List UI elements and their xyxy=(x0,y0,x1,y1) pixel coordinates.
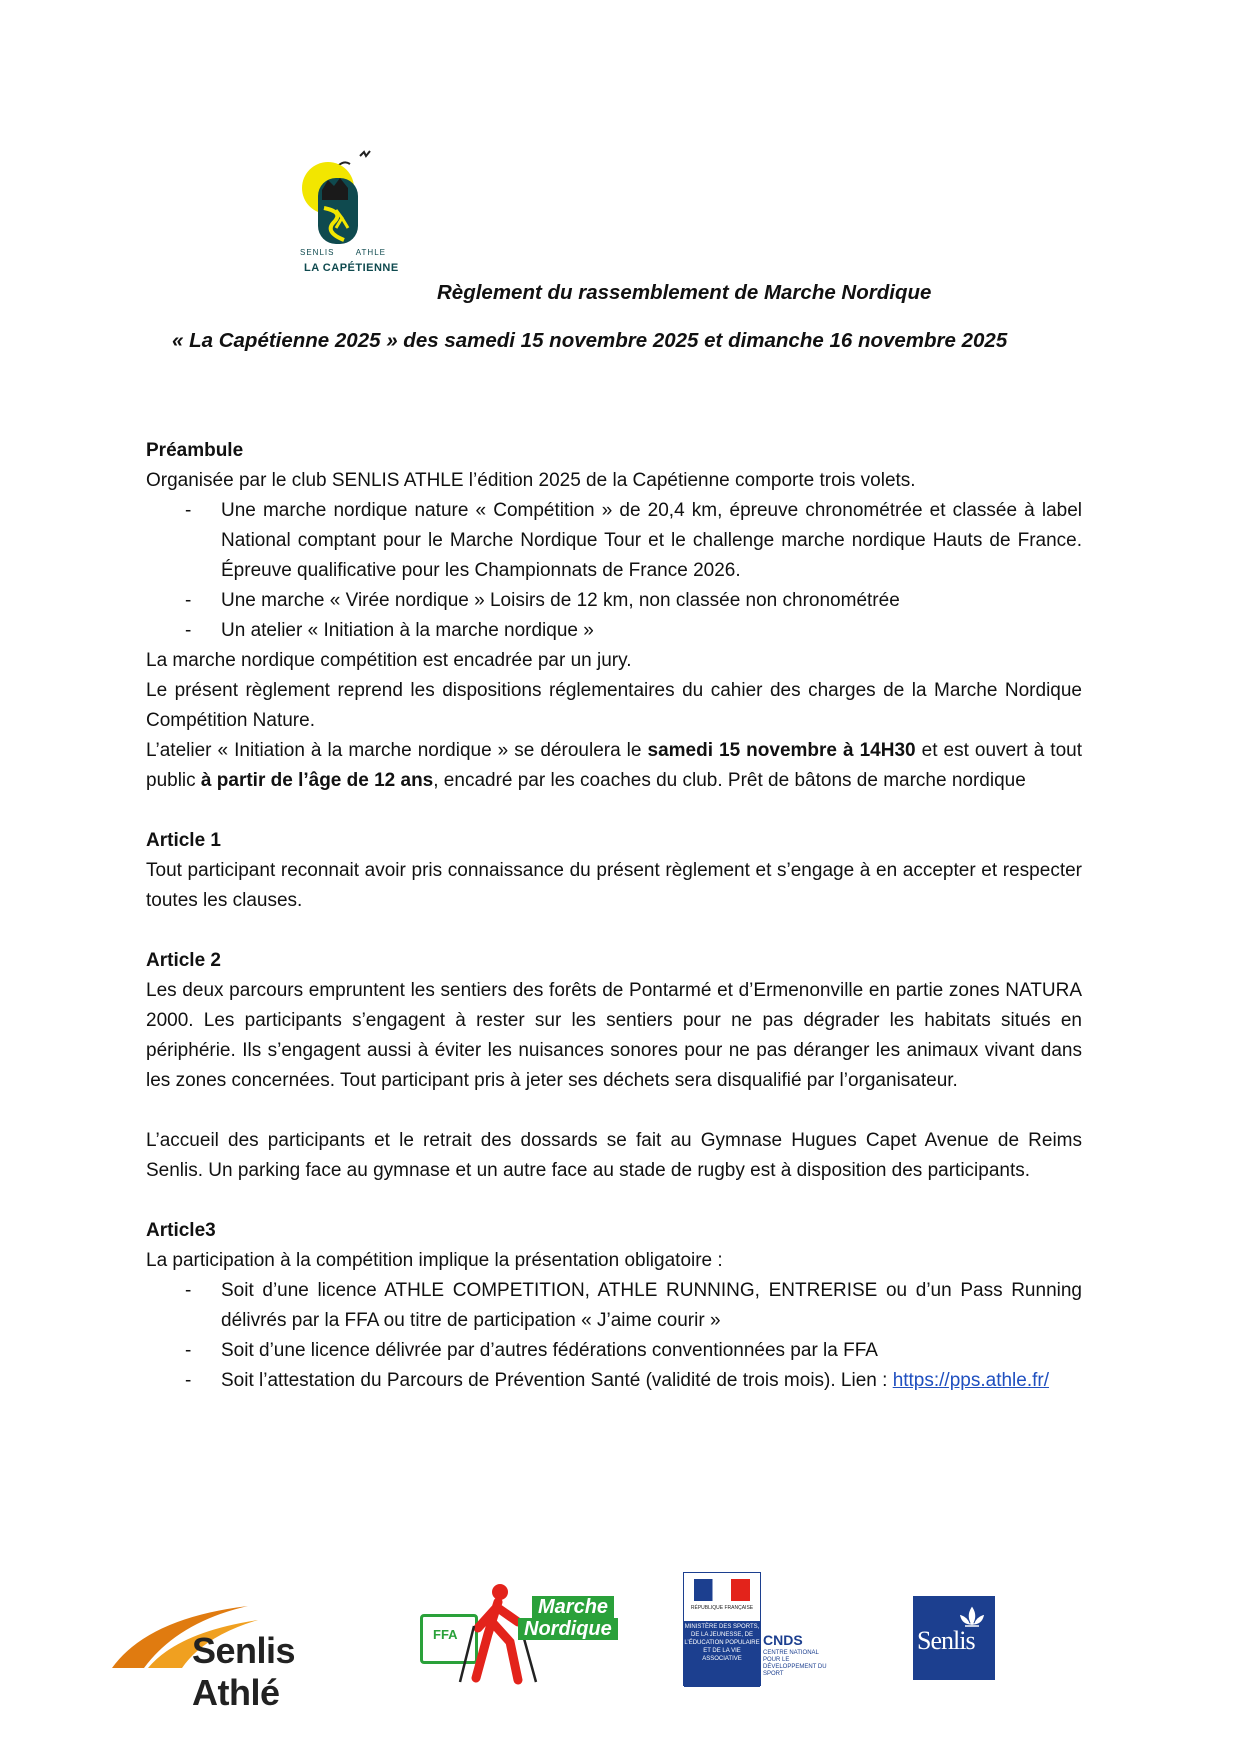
article1-text: Tout participant reconnait avoir pris connaissance du présent règlement et s’engage à en accepter et respecter toutes les clauses. xyxy=(146,860,1082,911)
preambule-bullet-list xyxy=(146,496,1082,646)
ministere-badge xyxy=(683,1572,761,1686)
dash-bullet: - xyxy=(185,1340,192,1361)
atelier-date: samedi 15 novembre à 14H30 xyxy=(647,740,916,761)
capetienne-logo-graphic xyxy=(300,150,410,250)
atelier-text-2: et est ouvert à tout public xyxy=(146,740,1082,791)
dash-bullet: - xyxy=(185,620,192,641)
logo-athle-text: ATHLE xyxy=(355,248,386,257)
cnds-text: CNDS xyxy=(763,1632,803,1648)
cnds-logo xyxy=(683,1572,843,1686)
senlis-city-logo xyxy=(913,1596,995,1680)
bullet-text: Un atelier « Initiation à la marche nordique » xyxy=(221,620,594,641)
senlis-text: Senlis xyxy=(917,1626,975,1655)
dash-bullet: - xyxy=(185,1280,192,1301)
ministere-text: MINISTÈRE DES SPORTS, DE LA JEUNESSE, DE L’ÉDUCATION POPULAIRE ET DE LA VIE ASSOCIATIVE xyxy=(684,1621,760,1687)
preambule-intro: Organisée par le club SENLIS ATHLE l’édition 2025 de la Capétienne comporte trois volets. xyxy=(146,470,916,491)
document-title: Règlement du rassemblement de Marche Nordique xyxy=(437,281,932,304)
jury-paragraph: La marche nordique compétition est encadrée par un jury. xyxy=(146,650,632,671)
republique-text: RÉPUBLIQUE FRANÇAISE xyxy=(690,1605,754,1611)
article3-intro: La participation à la compétition implique la présentation obligatoire : xyxy=(146,1250,723,1271)
article1-heading: Article 1 xyxy=(146,830,221,851)
document-body xyxy=(146,436,1082,1396)
flag-icon xyxy=(694,1579,750,1601)
atelier-paragraph xyxy=(146,736,1082,796)
list-item xyxy=(185,1276,1082,1336)
article2-text-2: L’accueil des participants et le retrait des dossards se fait au Gymnase Hugues Capet Avenue de Reims Senlis. Un parking face au gymnase et un autre face au stade de rugby est à disposition des participants. xyxy=(146,1130,1082,1181)
nordique-text: Nordique xyxy=(518,1618,618,1640)
atelier-text-1: L’atelier « Initiation à la marche nordique » se déroulera le xyxy=(146,740,648,761)
cnds-subtitle: CENTRE NATIONAL POUR LE DÉVELOPPEMENT DU SPORT xyxy=(763,1650,827,1677)
bullet-text: Une marche « Virée nordique » Loisirs de 12 km, non classée non chronométrée xyxy=(221,590,900,611)
article3-heading: Article3 xyxy=(146,1220,216,1241)
pps-link[interactable]: https://pps.athle.fr/ xyxy=(892,1370,1049,1391)
logo-senlis-text: SENLIS xyxy=(300,248,335,257)
dash-bullet: - xyxy=(185,590,192,611)
senlis-athle-text: Senlis Athlé xyxy=(192,1630,296,1713)
list-item xyxy=(185,496,1082,586)
atelier-text-3: , encadré par les coaches du club. Prêt de bâtons de marche nordique xyxy=(433,770,1026,791)
article2-text-1: Les deux parcours empruntent les sentiers des forêts de Pontarmé et d’Ermenonville en partie zones NATURA 2000. Les participants s’engagent à rester sur les sentiers pour ne pas dégrader les habitats situés en périphérie. Ils s’engagent aussi à éviter les nuisances sonores pour ne pas déranger les animaux vivant dans les zones concernées. Tout participant pris à jeter ses déchets sera disqualifié par l’organisateur. xyxy=(146,980,1082,1091)
logo-capetienne-text: LA CAPÉTIENNE xyxy=(304,262,399,274)
document-subtitle: « La Capétienne 2025 » des samedi 15 novembre 2025 et dimanche 16 novembre 2025 xyxy=(172,329,1008,352)
capetienne-logo xyxy=(300,150,410,280)
article2-heading: Article 2 xyxy=(146,950,221,971)
list-item xyxy=(185,586,1082,616)
list-item xyxy=(185,616,1082,646)
article3-bullet-list xyxy=(146,1276,1082,1396)
dash-bullet: - xyxy=(185,1370,192,1391)
list-item xyxy=(185,1336,1082,1366)
bullet-text: Soit d’une licence ATHLE COMPETITION, ATHLE RUNNING, ENTRERISE ou d’un Pass Running délivrés par la FFA ou titre de participation « J’aime courir » xyxy=(221,1280,1082,1331)
bullet-text: Soit l’attestation du Parcours de Prévention Santé (validité de trois mois). Lien : xyxy=(221,1370,893,1391)
reglement-paragraph: Le présent règlement reprend les dispositions réglementaires du cahier des charges de la Marche Nordique Compétition Nature. xyxy=(146,680,1082,731)
ffa-text: FFA xyxy=(433,1627,458,1642)
bullet-text: Une marche nordique nature « Compétition » de 20,4 km, épreuve chronométrée et classée à label National comptant pour le Marche Nordique Tour et le challenge marche nordique Hauts de France. Épreuve qualificative pour les Championnats de France 2026. xyxy=(221,500,1082,581)
list-item xyxy=(185,1366,1082,1396)
marche-text: Marche xyxy=(532,1596,614,1618)
bullet-text: Soit d’une licence délivrée par d’autres fédérations conventionnées par la FFA xyxy=(221,1340,878,1361)
senlis-athle-logo xyxy=(108,1598,378,1713)
preambule-heading: Préambule xyxy=(146,440,244,461)
dash-bullet: - xyxy=(185,500,192,521)
atelier-age: à partir de l’âge de 12 ans xyxy=(200,770,434,791)
marche-nordique-logo xyxy=(418,1582,614,1686)
